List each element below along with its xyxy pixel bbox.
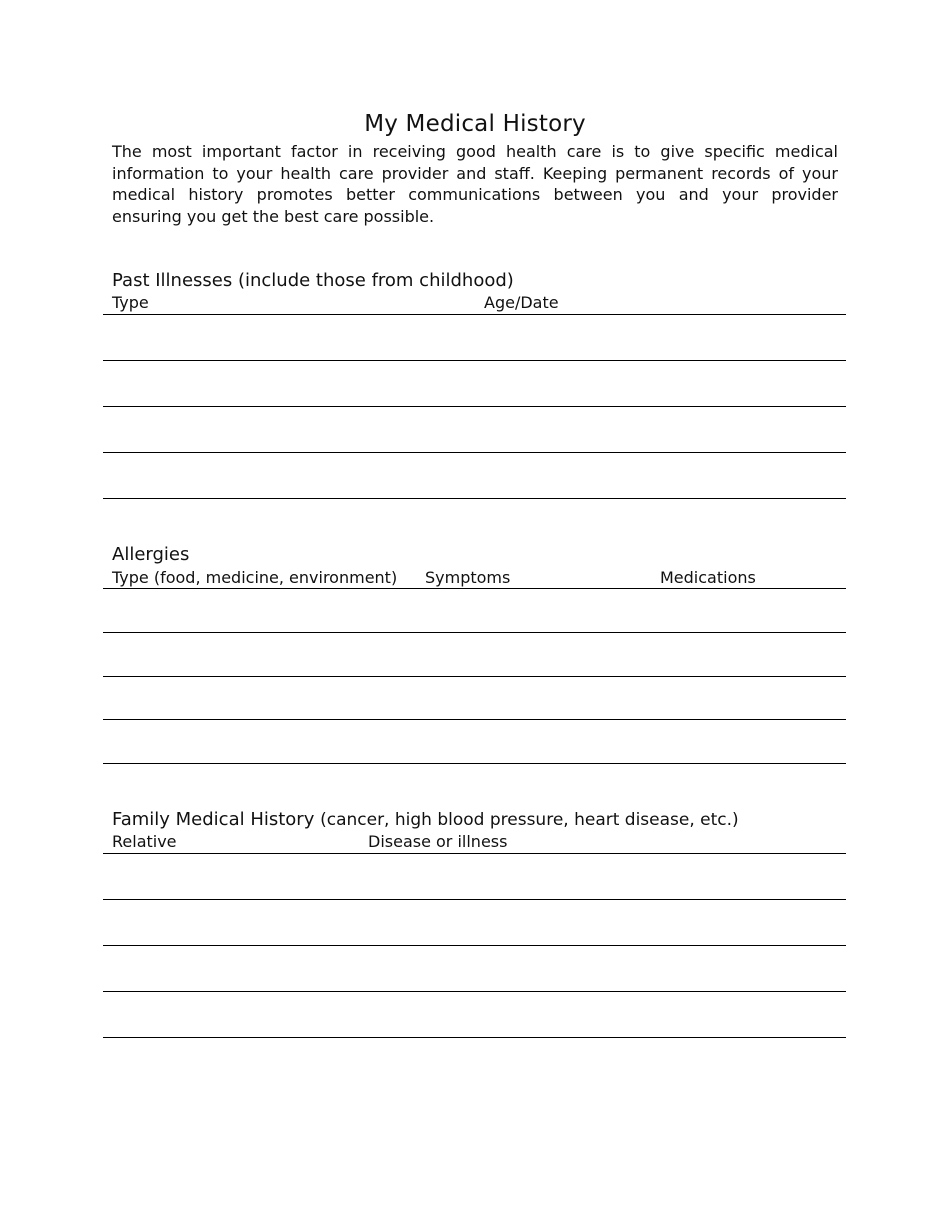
family-history-col-relative: Relative <box>112 832 177 851</box>
page-title: My Medical History <box>364 111 586 137</box>
family-history-col-disease: Disease or illness <box>368 832 508 851</box>
past-illnesses-col-age-date: Age/Date <box>484 293 559 312</box>
allergies-entry-line[interactable] <box>103 719 846 720</box>
past-illnesses-heading: Past Illnesses (include those from childhood) <box>112 270 514 291</box>
allergies-heading: Allergies <box>112 544 190 565</box>
family-history-entry-line[interactable] <box>103 945 846 946</box>
past-illnesses-entry-line[interactable] <box>103 498 846 499</box>
past-illnesses-header-rule <box>103 314 846 315</box>
allergies-header-rule <box>103 588 846 589</box>
allergies-entry-line[interactable] <box>103 632 846 633</box>
family-history-entry-line[interactable] <box>103 991 846 992</box>
allergies-entry-line[interactable] <box>103 676 846 677</box>
past-illnesses-entry-line[interactable] <box>103 406 846 407</box>
past-illnesses-col-type: Type <box>112 293 149 312</box>
family-history-entry-line[interactable] <box>103 1037 846 1038</box>
past-illnesses-entry-line[interactable] <box>103 360 846 361</box>
family-history-heading-text: Family Medical History <box>112 809 315 830</box>
family-history-header-rule <box>103 853 846 854</box>
allergies-col-medications: Medications <box>660 568 756 587</box>
past-illnesses-entry-line[interactable] <box>103 452 846 453</box>
allergies-entry-line[interactable] <box>103 763 846 764</box>
family-history-heading-note: (cancer, high blood pressure, heart disease, etc.) <box>320 810 739 830</box>
allergies-col-symptoms: Symptoms <box>425 568 511 587</box>
allergies-col-type: Type (food, medicine, environment) <box>112 568 398 587</box>
family-history-entry-line[interactable] <box>103 899 846 900</box>
family-history-heading <box>112 809 739 830</box>
intro-paragraph: The most important factor in receiving good health care is to give specific medical information to your health care provider and staff. Keeping permanent records of your medical history promotes better communications between you and your provider ensuring you get the best care possible. <box>112 142 838 226</box>
